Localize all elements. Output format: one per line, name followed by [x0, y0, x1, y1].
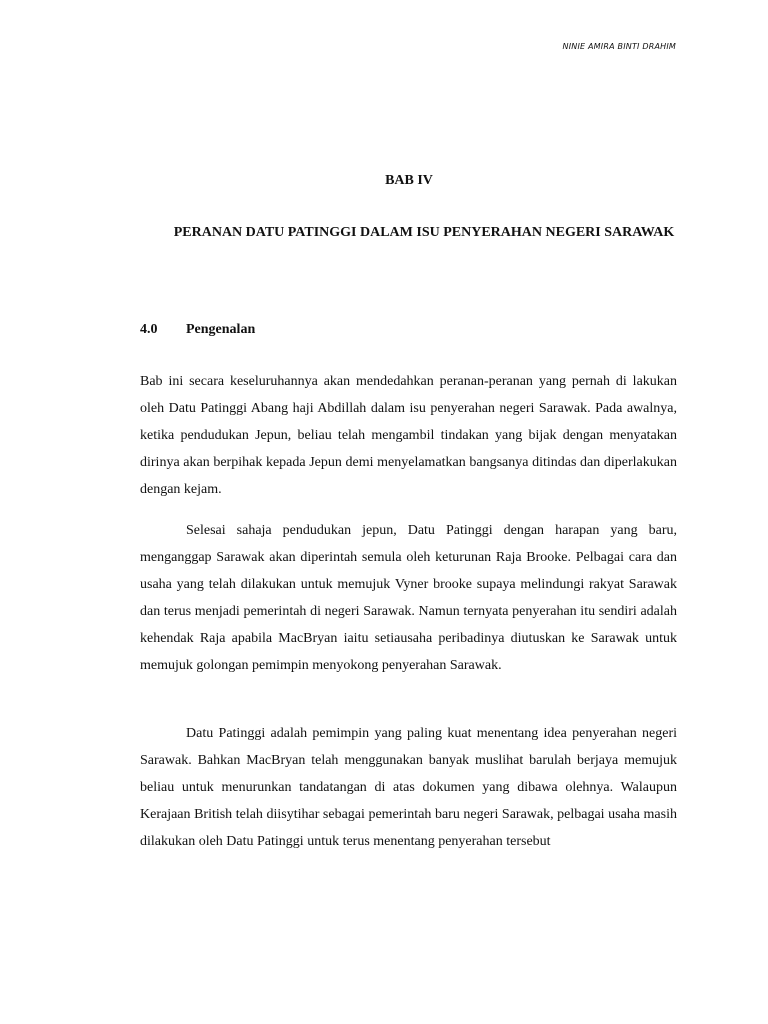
paragraph-1: Bab ini secara keseluruhannya akan mendedahkan peranan-peranan yang pernah di lakukan oleh Datu Patinggi Abang haji Abdillah dalam isu penyerahan negeri Sarawak. Pada awalnya, ketika pendudukan Jepun, beliau telah mengambil tindakan yang bijak dengan menyatakan dirinya akan berpihak kepada Jepun demi menyelamatkan bangsanya ditindas dan diperlakukan dengan kejam. [140, 374, 677, 497]
paragraph-3: Datu Patinggi adalah pemimpin yang paling kuat menentang idea penyerahan negeri Sarawak. Bahkan MacBryan telah menggunakan banyak muslihat barulah berjaya memujuk beliau untuk menurunkan tandatangan di atas dokumen yang dibawa olehnya. Walaupun Kerajaan British telah diisytihar sebagai pemerintah baru negeri Sarawak, pelbagai usaha masih dilakukan oleh Datu Patinggi untuk terus menentang penyerahan tersebut [140, 726, 677, 849]
chapter-label: BAB IV [385, 173, 433, 188]
paragraph-2: Selesai sahaja pendudukan jepun, Datu Patinggi dengan harapan yang baru, menganggap Sarawak akan diperintah semula oleh keturunan Raja Brooke. Pelbagai cara dan usaha yang telah dilakukan untuk memujuk Vyner brooke supaya melindungi rakyat Sarawak dan terus menjadi pemerintah di negeri Sarawak. Namun ternyata penyerahan itu sendiri adalah kehendak Raja apabila MacBryan iaitu setiausaha peribadinya diutuskan ke Sarawak untuk memujuk golongan pemimpin menyokong penyerahan Sarawak. [140, 523, 677, 673]
section-heading [140, 322, 255, 338]
chapter-title: PERANAN DATU PATINGGI DALAM ISU PENYERAHAN NEGERI SARAWAK [173, 225, 675, 240]
running-header-author: NINIE AMIRA BINTI DRAHIM [562, 42, 676, 51]
section-title: Pengenalan [186, 322, 256, 337]
section-number: 4.0 [140, 322, 158, 337]
